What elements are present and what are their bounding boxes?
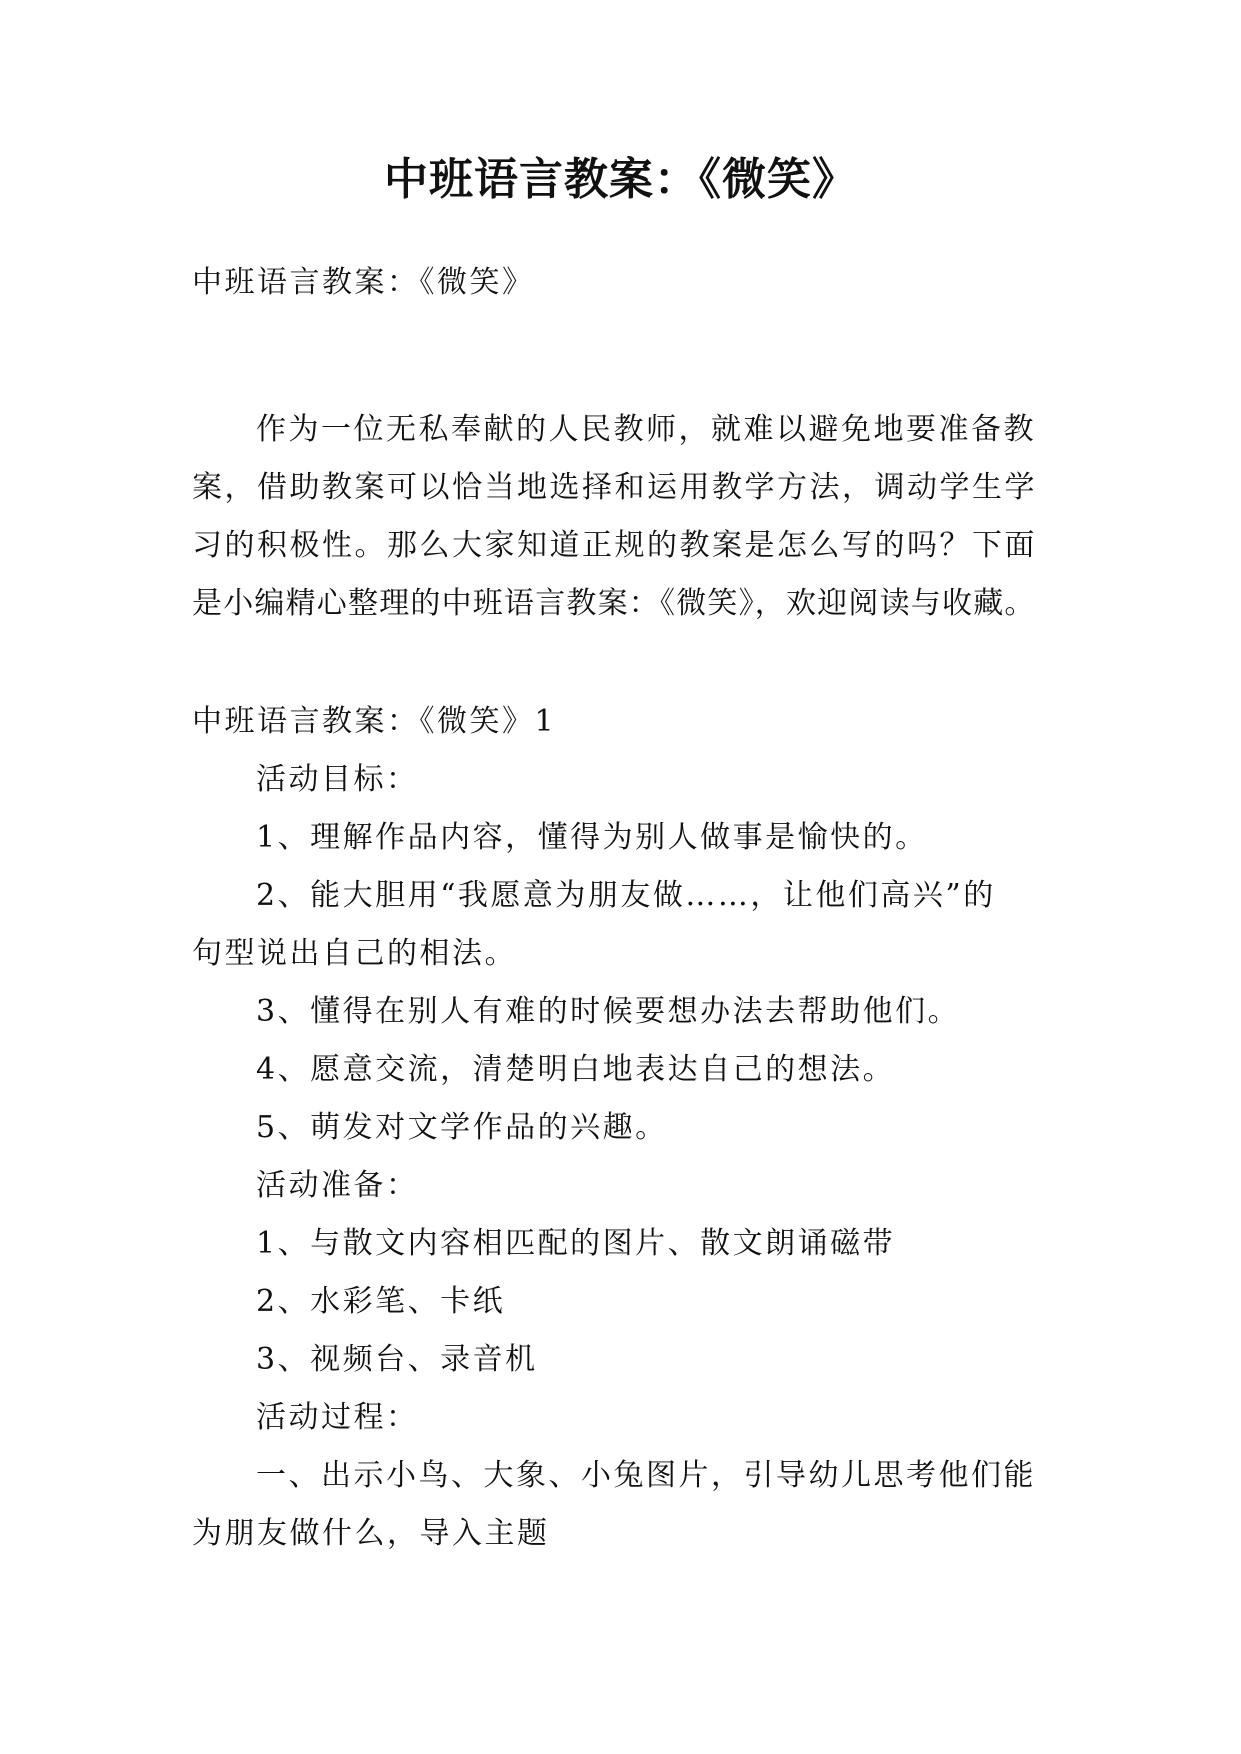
list-item: 句型说出自己的相法。: [192, 936, 517, 971]
list-item: 为朋友做什么，导入主题: [192, 1516, 550, 1551]
list-item: 5、萌发对文学作品的兴趣。: [256, 1110, 668, 1145]
list-item: 4、愿意交流，清楚明白地表达自己的想法。: [256, 1052, 896, 1087]
list-item: 一、出示小鸟、大象、小兔图片，引导幼儿思考他们能: [256, 1458, 1036, 1493]
list-item: 1、与散文内容相匹配的图片、散文朗诵磁带: [256, 1226, 896, 1261]
intro-line: 作为一位无私奉献的人民教师，就难以避免地要准备教: [256, 412, 1036, 447]
document-title: 中班语言教案：《微笑》: [384, 154, 857, 205]
intro-line: 习的积极性。那么大家知道正规的教案是怎么写的吗？下面: [192, 528, 1037, 563]
list-item: 3、视频台、录音机: [256, 1342, 538, 1377]
list-item: 活动过程：: [256, 1400, 419, 1435]
list-item: 活动准备：: [256, 1168, 419, 1203]
list-item: 1、理解作品内容，懂得为别人做事是愉快的。: [256, 820, 928, 855]
list-item: 2、能大胆用“我愿意为朋友做……，让他们高兴”的: [256, 878, 996, 913]
section-heading: 中班语言教案：《微笑》1: [192, 704, 557, 739]
list-item: 3、懂得在别人有难的时候要想办法去帮助他们。: [256, 994, 961, 1029]
document-subtitle: 中班语言教案：《微笑》: [192, 265, 535, 300]
intro-line: 案，借助教案可以恰当地选择和运用教学方法，调动学生学: [192, 470, 1037, 505]
list-item: 2、水彩笔、卡纸: [256, 1284, 506, 1319]
intro-line: 是小编精心整理的中班语言教案：《微笑》，欢迎阅读与收藏。: [192, 586, 1036, 621]
list-item: 活动目标：: [256, 762, 419, 797]
